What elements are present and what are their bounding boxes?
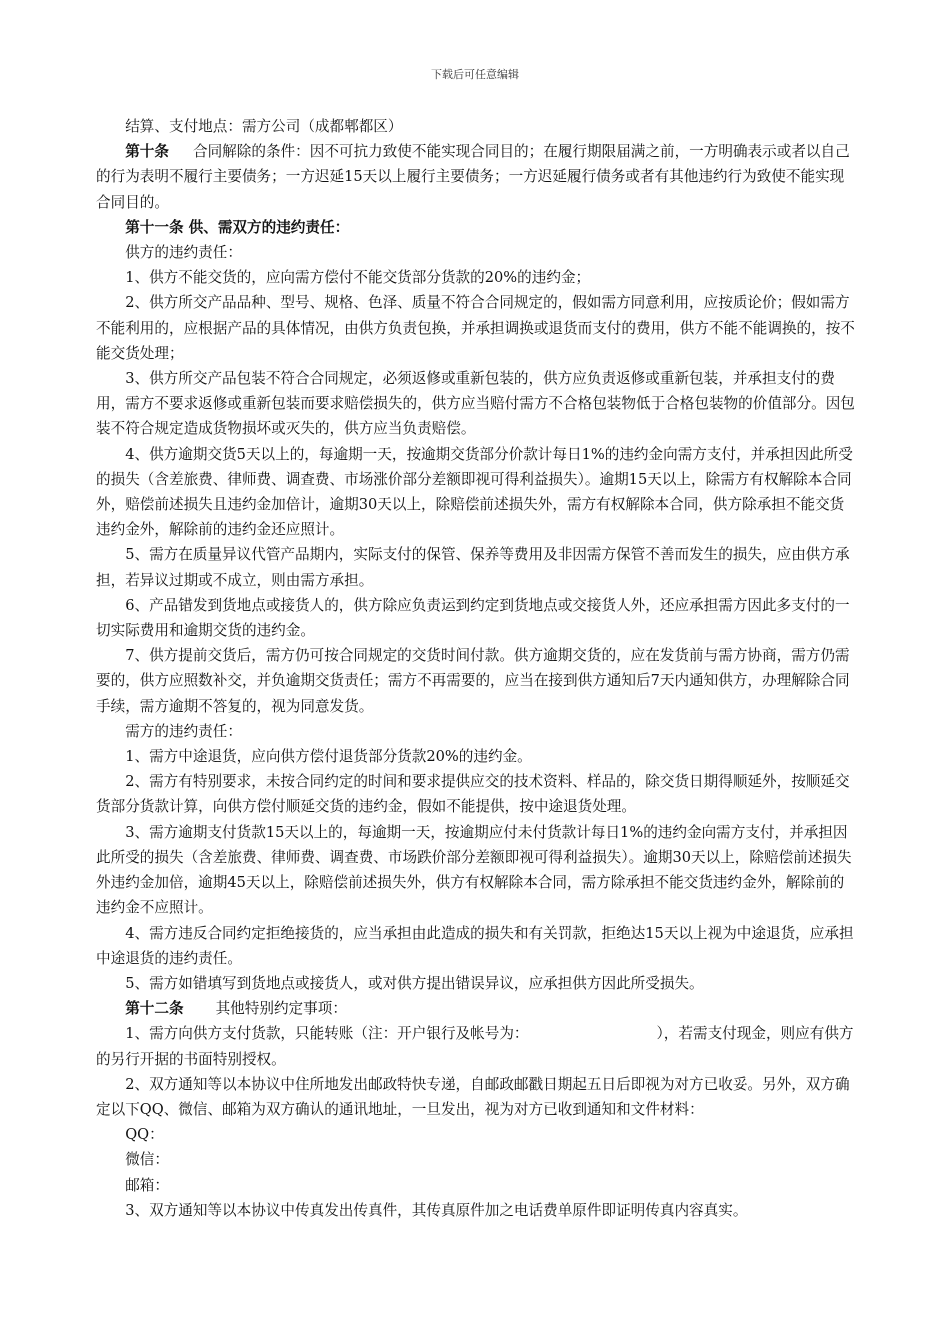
document-body [96, 114, 856, 1223]
contact-wechat: 微信： [125, 1151, 169, 1169]
supplier-item: 6、产品错发到货地点或接货人的，供方除应负责运到约定到货地点或交接货人外，还应承担需方因此多支付的一切实际费用和逾期交货的违约金。 [96, 596, 850, 640]
contact-email: 邮箱： [125, 1176, 169, 1194]
supplier-item: 2、供方所交产品品种、型号、规格、色泽、质量不符合合同规定的，假如需方同意利用，应按质论价；假如需方不能利用的，应根据产品的具体情况，由供方负责包换，并承担调换或退货而支付的费用，供方不能不能调换的，按不能交货处理； [96, 294, 855, 362]
supplier-item: 1、供方不能交货的，应向需方偿付不能交货部分货款的20%的违约金； [125, 269, 591, 287]
buyer-item: 5、需方如错填写到货地点或接货人，或对供方提出错误异议，应承担供方因此所受损失。 [125, 974, 704, 992]
page-header: 下载后可任意编辑 [431, 68, 519, 81]
article-10 [96, 139, 856, 215]
supplier-liability-heading: 供方的违约责任： [125, 244, 242, 262]
article-12-item-2: 2、双方通知等以本协议中住所地发出邮政特快专递，自邮政邮戳日期起五日后即视为对方已收妥。另外，双方确定以下QQ、微信、邮箱为双方确认的通讯地址，一旦发出，视为对方已收到通知和文件材料： [96, 1075, 850, 1118]
article-12-item-1 [96, 1021, 856, 1071]
buyer-item: 3、需方逾期支付货款15天以上的，每逾期一天，按逾期应付未付货款计每日1%的违约金向需方支付，并承担因此所受的损失（含差旅费、律师费、调查费、市场跌价部分差额即视可得利益损失）。逾期30天以上，除赔偿前述损失外违约金加倍，逾期45天以上，除赔偿前述损失外，供方有权解除本合同，需方除承担不能交货违约金外，解除前的违约金不应照计。 [96, 823, 852, 917]
article-12 [96, 996, 856, 1021]
supplier-item: 7、供方提前交货后，需方仍可按合同规定的交货时间付款。供方逾期交货的，应在发货前与需方协商，需方仍需要的，供方应照数补交，并负逾期交货责任；需方不再需要的，应当在接到供方通知后7天内通知供方，办理解除合同手续，需方逾期不答复的，视为同意发货。 [96, 647, 850, 715]
supplier-item: 4、供方逾期交货5天以上的，每逾期一天，按逾期交货部分价款计每日1%的违约金向需方支付，并承担因此所受的损失（含差旅费、律师费、调查费、市场涨价部分差额即视可得利益损失）。逾期15天以上，除需方有权解除本合同外，赔偿前述损失且违约金加倍计，逾期30天以上，除赔偿前述损失外，需方有权解除本合同，供方除承担不能交货违约金外，解除前的违约金还应照计。 [96, 445, 853, 539]
supplier-item: 5、需方在质量异议代管产品期内，实际支付的保管、保养等费用及非因需方保管不善而发生的损失，应由供方承担，若异议过期或不成立，则由需方承担。 [96, 546, 850, 589]
article-12-item-3: 3、双方通知等以本协议中传真发出传真件，其传真原件加之电话费单原件即证明传真内容真实。 [125, 1201, 748, 1219]
buyer-item: 1、需方中途退货，应向供方偿付退货部分货款20%的违约金。 [125, 748, 532, 766]
settlement-location: 结算、支付地点：需方公司（成都郫都区） [125, 118, 403, 135]
payment-clause-end: ），若需支付现金，则应有供方的另行开据的书面特别授权。 [96, 1025, 854, 1068]
article-12-label: 第十二条 [125, 1000, 184, 1018]
payment-clause-start: 1、需方向供方支付货款，只能转账（注：开户银行及帐号为： [125, 1025, 529, 1043]
article-10-text: 合同解除的条件：因不可抗力致使不能实现合同目的；在履行期限届满之前，一方明确表示或者以自己的行为表明不履行主要债务；一方迟延15天以上履行主要债务；一方迟延履行债务或者有其他违约行为致使不能实现合同目的。 [96, 143, 850, 211]
buyer-liability-heading: 需方的违约责任： [125, 722, 242, 740]
buyer-item: 4、需方违反合同约定拒绝接货的，应当承担由此造成的损失和有关罚款，拒绝达15天以上视为中途退货，应承担中途退货的违约责任。 [96, 924, 854, 967]
buyer-item: 2、需方有特别要求，未按合同约定的时间和要求提供应交的技术资料、样品的，除交货日期得顺延外，按顺延交货部分货款计算，向供方偿付顺延交货的违约金，假如不能提供，按中途退货处理。 [96, 773, 850, 816]
article-10-label: 第十条 [125, 143, 169, 161]
supplier-item: 3、供方所交产品包装不符合合同规定，必须返修或重新包装的，供方应负责返修或重新包装，并承担支付的费用，需方不要求返修或重新包装而要求赔偿损失的，供方应当赔付需方不合格包装物低于合格包装物的价值部分。因包装不符合规定造成货物损坏或灭失的，供方应当负责赔偿。 [96, 370, 855, 438]
contact-qq: QQ： [125, 1126, 164, 1144]
article-11-heading: 第十一条 供、需双方的违约责任： [125, 218, 350, 236]
article-12-text: 其他特别约定事项： [215, 1000, 347, 1018]
